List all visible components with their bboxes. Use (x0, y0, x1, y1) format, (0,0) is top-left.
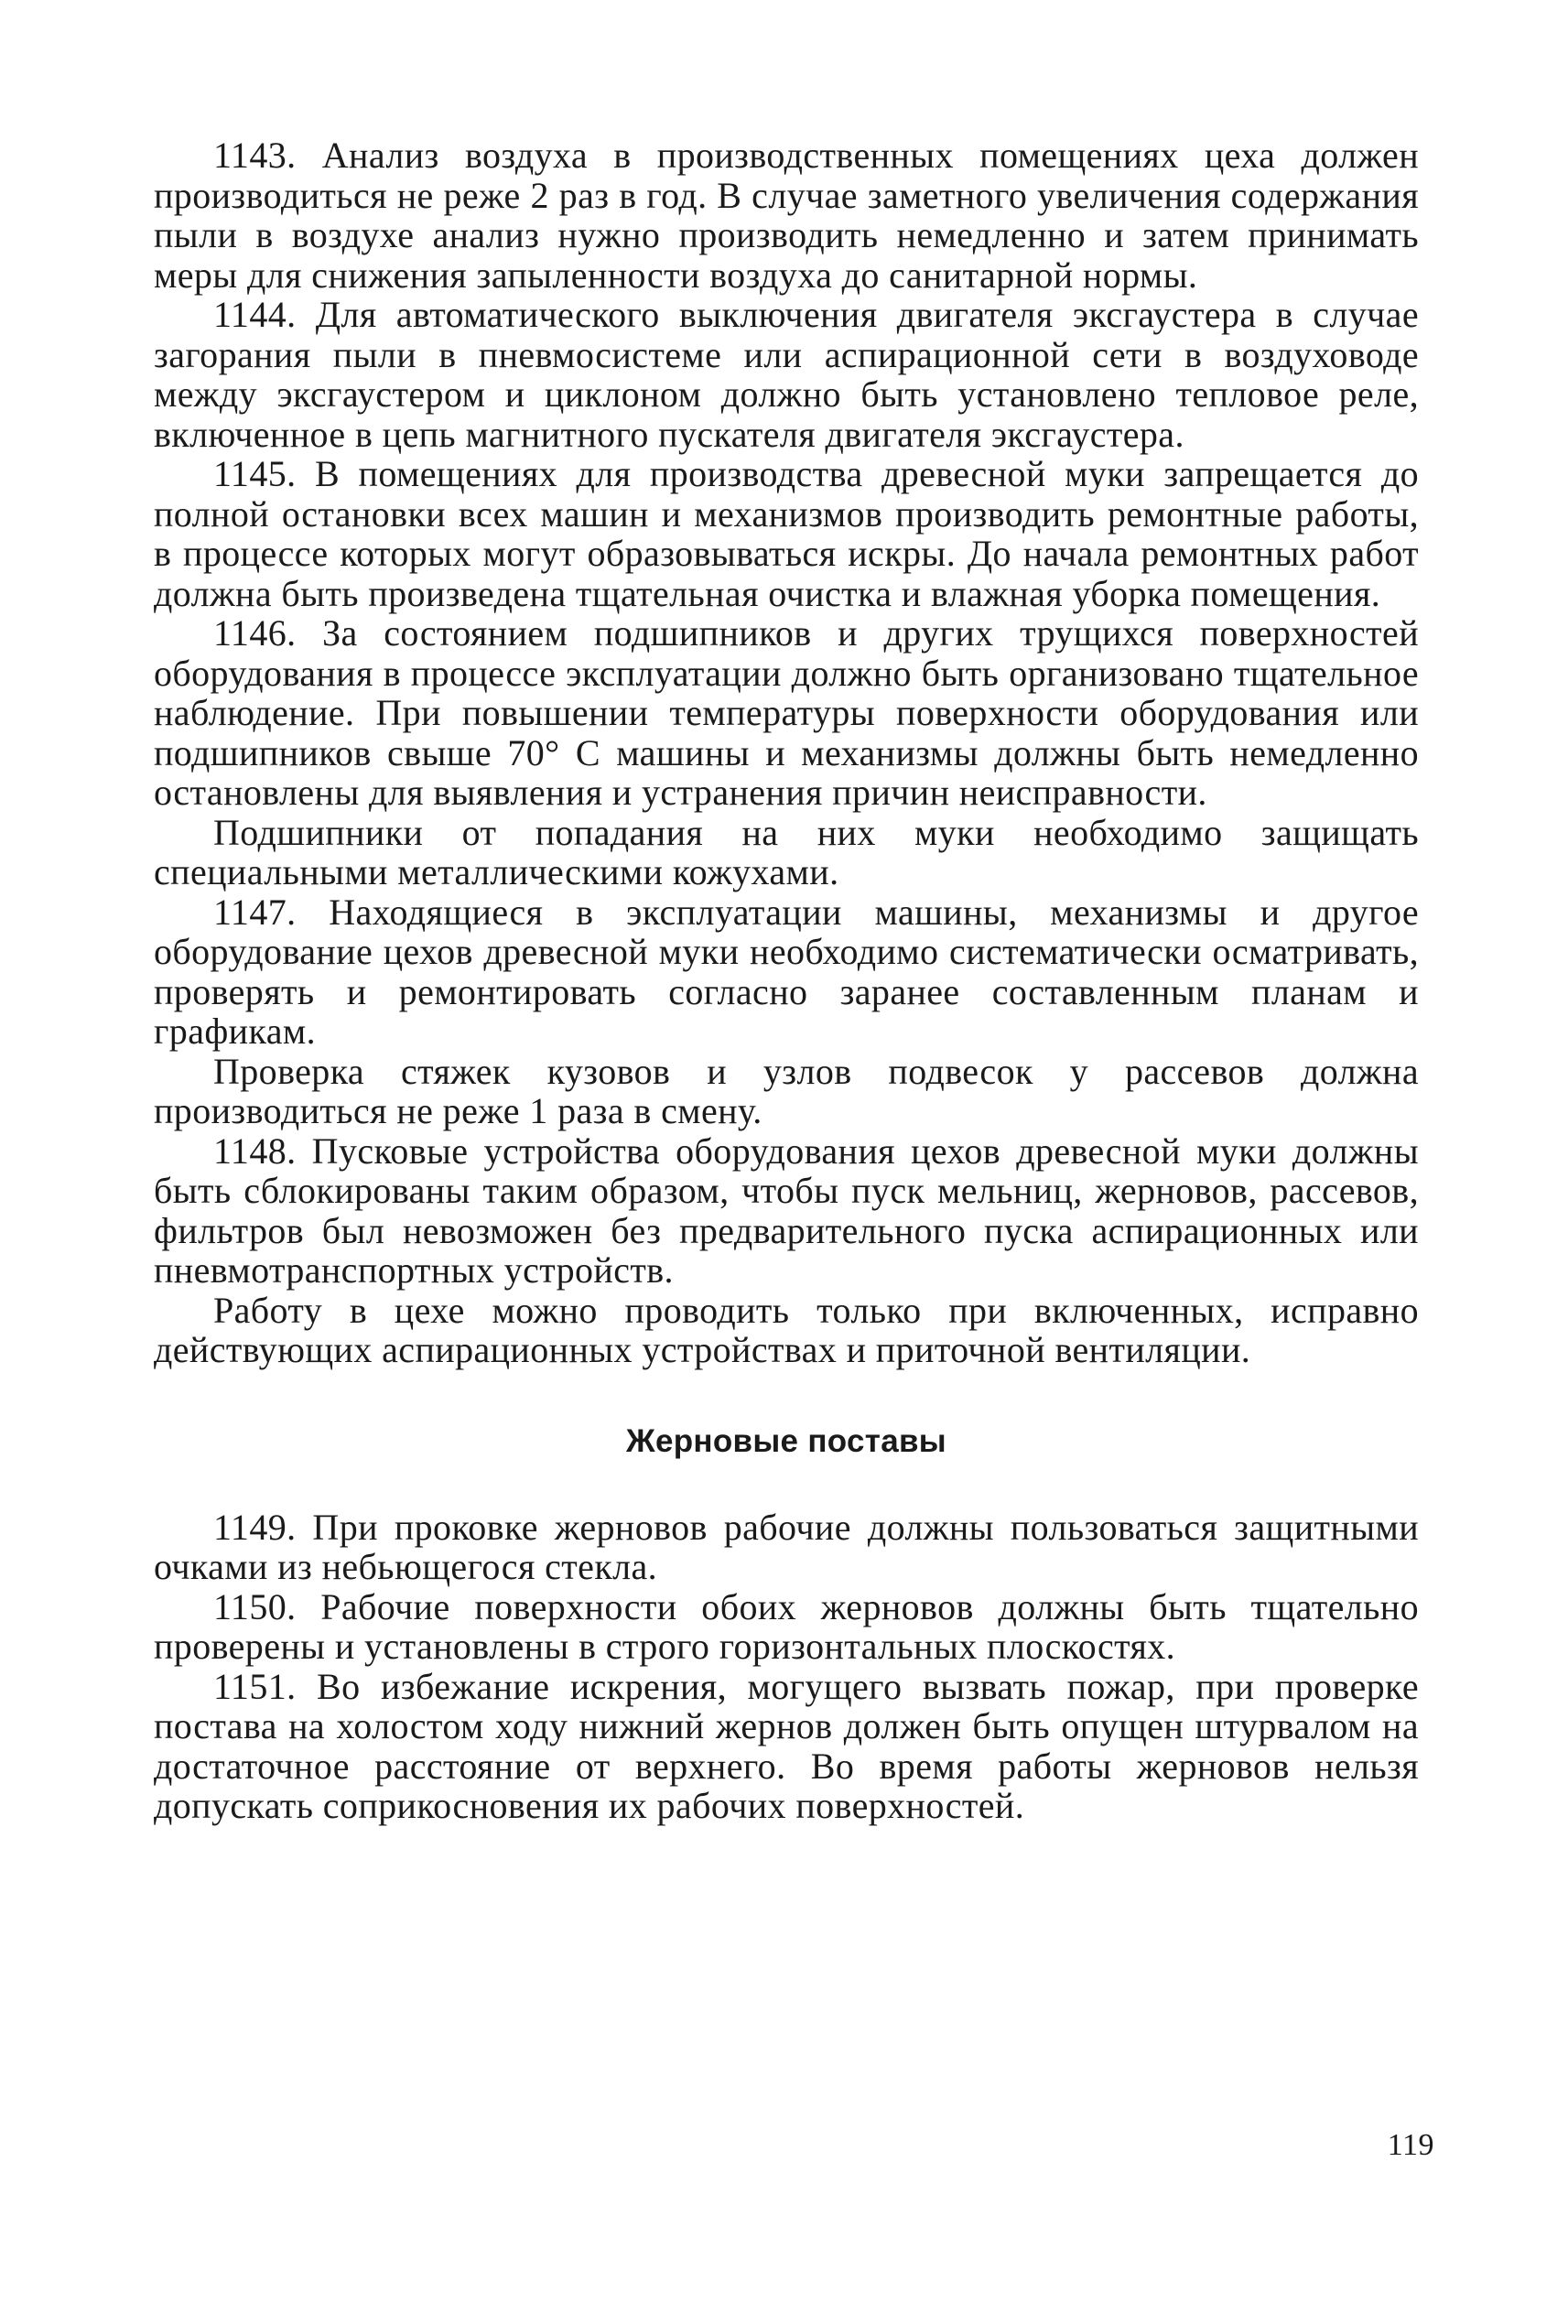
section-heading: Жерновые поставы (626, 1422, 946, 1459)
paragraph-1144: 1144. Для автоматического выключения двигателя эксгаустера в случае загорания пыли в пневмосистеме или аспирационной сети в воздуховоде между эксгаустером и циклоном должно быть установлено тепловое реле, включенное в цепь магнитного пускателя двигателя эксгаустера. (154, 294, 1419, 455)
page-body (154, 135, 1419, 1826)
paragraph-1148: 1148. Пусковые устройства оборудования цехов древесной муки должны быть сблокированы таким образом, чтобы пуск мельниц, жерновов, рассевов, фильтров был невозможен без предварительного пуска аспирационных или пневмотранспортных устройств. (154, 1130, 1419, 1291)
paragraph-ventilation: Работу в цехе можно проводить только при включенных, исправно действующих аспирационных устройствах и приточной вентиляции. (154, 1289, 1419, 1370)
paragraph-1145: 1145. В помещениях для производства древесной муки запрещается до полной остановки всех машин и механизмов производить ремонтные работы, в процессе которых могут образовываться искры. До начала ремонтных работ должна быть произведена тщательная очистка и влажная уборка помещения. (154, 453, 1419, 614)
paragraph-1151: 1151. Во избежание искрения, могущего вызвать пожар, при проверке постава на холостом ходу нижний жернов должен быть опущен штурвалом на достаточное расстояние от верхнего. Во время работы жерновов нельзя допускать соприкосновения их рабочих поверхностей. (154, 1665, 1419, 1826)
paragraph-sifter-check: Проверка стяжек кузовов и узлов подвесок у рассевов должна производиться не реже 1 раза в смену. (154, 1050, 1419, 1131)
paragraph-1146: 1146. За состоянием подшипников и других трущихся поверхностей оборудования в процессе эксплуатации должно быть организовано тщательное наблюдение. При повышении температуры поверхности оборудования или подшипников свыше 70° С машины и механизмы должны быть немедленно остановлены для выявления и устранения причин неисправности. (154, 612, 1419, 813)
paragraph-1147: 1147. Находящиеся в эксплуатации машины, механизмы и другое оборудование цехов древесной муки необходимо систематически осматривать, проверять и ремонтировать согласно заранее составленным планам и графикам. (154, 891, 1419, 1052)
paragraph-1143: 1143. Анализ воздуха в производственных помещениях цеха должен производиться не реже 2 раз в год. В случае заметного увеличения содержания пыли в воздухе анализ нужно производить немедленно и затем принимать меры для снижения запыленности воздуха до санитарной нормы. (154, 135, 1419, 296)
paragraph-1149: 1149. При проковке жерновов рабочие должны пользоваться защитными очками из небьющегося стекла. (154, 1506, 1419, 1587)
paragraph-bearings: Подшипники от попадания на них муки необходимо защищать специальными металлическими кожухами. (154, 811, 1419, 892)
page-number: 119 (1387, 2128, 1434, 2162)
paragraph-1150: 1150. Рабочие поверхности обоих жерновов должны быть тщательно проверены и установлены в строго горизонтальных плоскостях. (154, 1585, 1419, 1667)
